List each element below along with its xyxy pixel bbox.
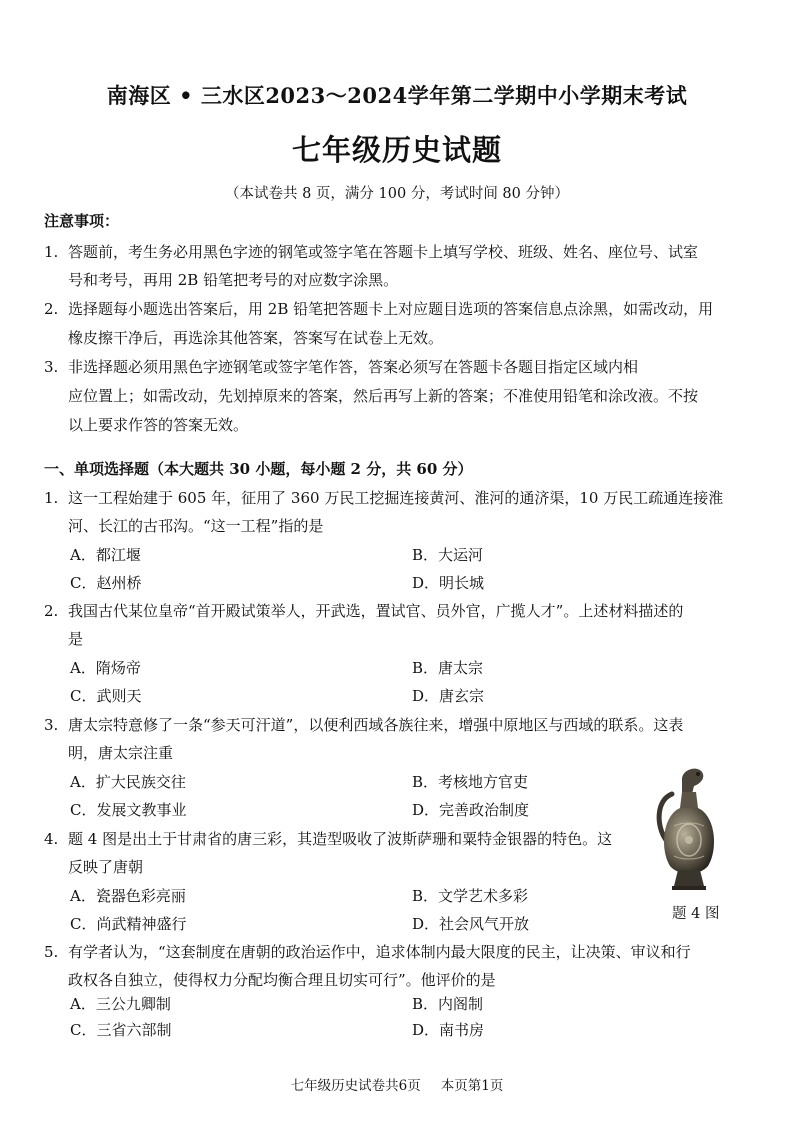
question-5-num: 5. (44, 943, 59, 961)
section-heading: 一、单项选择题（本大题共 30 小题，每小题 2 分，共 60 分） (44, 460, 473, 478)
question-4-option-d[interactable]: D．社会风气开放 (412, 915, 530, 933)
question-5-option-a[interactable]: A．三公九卿制 (70, 995, 171, 1013)
notice-1-num: 1. (44, 243, 59, 261)
question-4-option-a[interactable]: A．瓷器色彩亮丽 (70, 887, 186, 905)
question-3-text: 明，唐太宗注重 (68, 744, 174, 762)
notice-heading: 注意事项： (44, 212, 120, 230)
notice-1-line: 答题前，考生务必用黑色字迹的钢笔或签字笔在答题卡上填写学校、班级、姓名、座位号、试室 (68, 243, 699, 261)
question-4-text: 题 4 图是出土于甘肃省的唐三彩，其造型吸收了波斯萨珊和粟特金银器的特色。这 (68, 830, 613, 848)
question-5-text: 政权各自独立，使得权力分配均衡合理且切实可行”。他评价的是 (68, 971, 496, 989)
question-3-option-a[interactable]: A．扩大民族交往 (70, 773, 186, 791)
question-4-num: 4. (44, 830, 59, 848)
exam-header: 南海区 • 三水区2023～2024学年第二学期中小学期末考试 (106, 83, 688, 108)
question-1-option-c[interactable]: C．赵州桥 (70, 574, 142, 592)
question-1-option-d[interactable]: D．明长城 (412, 574, 485, 592)
notice-2-line: 选择题每小题选出答案后，用 2B 铅笔把答题卡上对应题目选项的答案信息点涂黑，如需改动，用 (68, 300, 714, 318)
question-5-option-b[interactable]: B．内阁制 (412, 995, 484, 1013)
question-3-text: 唐太宗特意修了一条“参天可汗道”，以便利西域各族往来，增强中原地区与西域的联系。这表 (68, 716, 684, 734)
page-title: 七年级历史试题 (291, 133, 502, 167)
question-4-option-c[interactable]: C．尚武精神盛行 (70, 915, 187, 933)
notice-1-line: 号和考号，再用 2B 铅笔把考号的对应数字涂黑。 (68, 271, 399, 289)
question-1-num: 1. (44, 489, 59, 507)
notice-3-line: 非选择题必须用黑色字迹钢笔或签字笔作答，答案必须写在答题卡各题目指定区域内相 (68, 358, 639, 376)
figure-caption: 题 4 图 (672, 906, 720, 922)
notice-3-line: 应位置上；如需改动，先划掉原来的答案，然后再写上新的答案；不准使用铅笔和涂改液。不按 (68, 387, 699, 405)
question-3-option-b[interactable]: B．考核地方官吏 (412, 773, 529, 791)
notice-3-line: 以上要求作答的答案无效。 (68, 416, 249, 434)
question-1-text: 这一工程始建于 605 年，征用了 360 万民工挖掘连接黄河、淮河的通济渠，10 万民工疏通连接淮 (68, 489, 724, 507)
question-3-option-c[interactable]: C．发展文教事业 (70, 801, 187, 819)
exam-info: （本试卷共 8 页，满分 100 分，考试时间 80 分钟） (224, 186, 569, 202)
page-footer (0, 1074, 794, 1094)
question-1-text: 河、长江的古邗沟。“这一工程”指的是 (68, 517, 324, 535)
question-1-option-a[interactable]: A．都江堰 (70, 546, 141, 564)
question-3-num: 3. (44, 716, 59, 734)
question-5-text: 有学者认为，“这套制度在唐朝的政治运作中，追求体制内最大限度的民主，让决策、审议和行 (68, 943, 691, 961)
footer-page-number: 本页第1页 (440, 1078, 504, 1094)
question-5-option-c[interactable]: C．三省六部制 (70, 1021, 172, 1039)
notice-2-line: 橡皮擦干净后，再选涂其他答案，答案写在试卷上无效。 (68, 329, 444, 347)
question-2-option-b[interactable]: B．唐太宗 (412, 659, 484, 677)
question-4-option-b[interactable]: B．文学艺术多彩 (412, 887, 529, 905)
question-5-option-d[interactable]: D．南书房 (412, 1021, 485, 1039)
notice-2-num: 2. (44, 300, 59, 318)
question-2-option-c[interactable]: C．武则天 (70, 687, 142, 705)
question-2-num: 2. (44, 602, 59, 620)
footer-total-pages: 七年级历史试卷共6页 (290, 1078, 421, 1094)
question-2-text: 我国古代某位皇帝“首开殿试策举人，开武选，置试官、员外官，广揽人才”。上述材料描述的 (68, 602, 684, 620)
question-2-text: 是 (68, 630, 84, 648)
question-1-option-b[interactable]: B．大运河 (412, 546, 484, 564)
question-4-text: 反映了唐朝 (68, 858, 144, 876)
question-3-option-d[interactable]: D．完善政治制度 (412, 801, 530, 819)
tang-sancai-ewer-icon (652, 764, 724, 896)
notice-3-num: 3. (44, 358, 59, 376)
question-2-option-d[interactable]: D．唐玄宗 (412, 687, 485, 705)
question-2-option-a[interactable]: A．隋炀帝 (70, 659, 141, 677)
